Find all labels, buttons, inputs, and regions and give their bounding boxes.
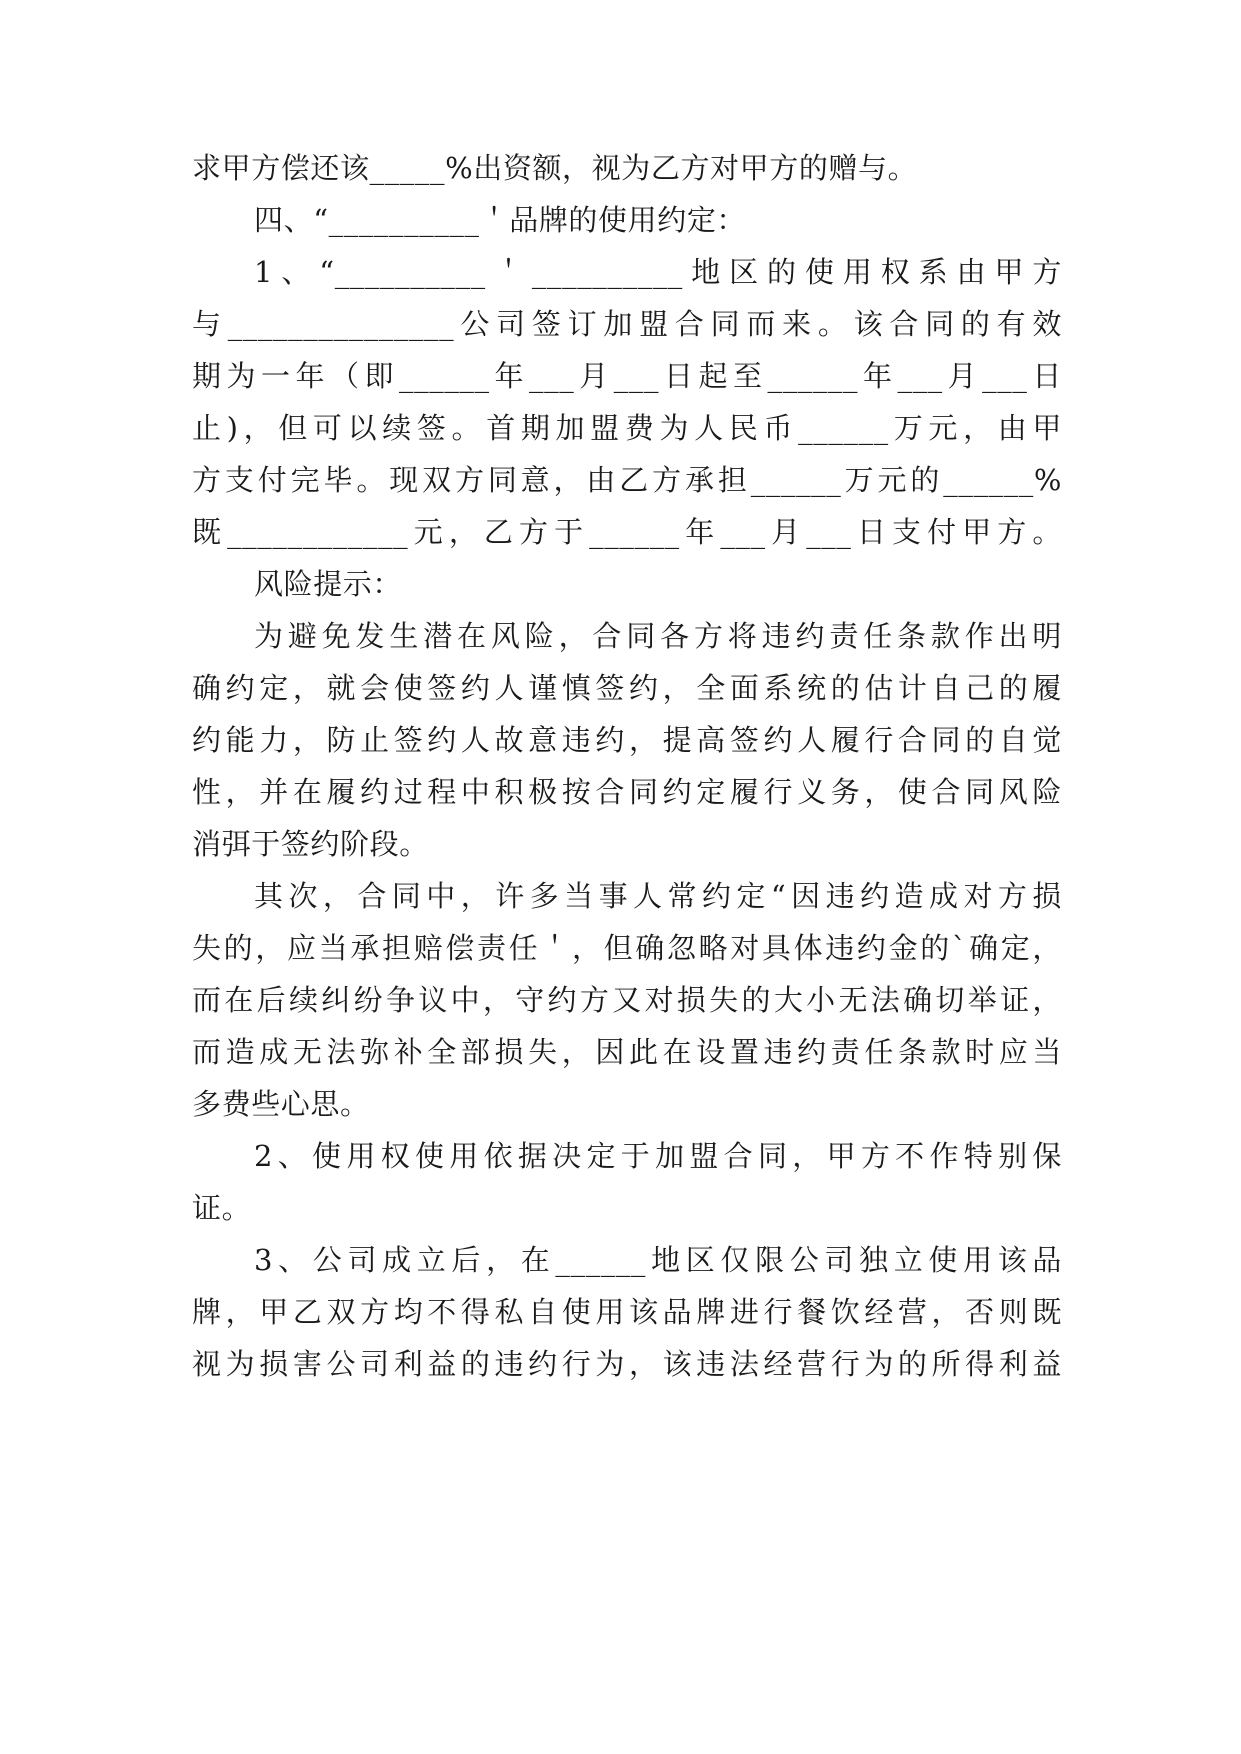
paragraph-line-1: 求甲方偿还该_____%出资额，视为乙方对甲方的赠与。 (192, 151, 918, 185)
clause-2-line-2: 证。 (192, 1191, 252, 1225)
clause-1-line-4: 止)，但可以续签。首期加盟费为人民币______万元，由甲 (192, 411, 1062, 445)
risk-line-5: 消弭于签约阶段。 (192, 827, 429, 861)
clause-3-line-1: 3、公司成立后，在______地区仅限公司独立使用该品 (254, 1243, 1062, 1277)
clause-2-line-1: 2、使用权使用依据决定于加盟合同，甲方不作特别保 (254, 1139, 1062, 1173)
risk-line-1: 为避免发生潜在风险，合同各方将违约责任条款作出明 (254, 619, 1062, 653)
risk-line-2: 确约定，就会使签约人谨慎签约，全面系统的估计自己的履 (192, 671, 1062, 705)
risk-line-3: 约能力，防止签约人故意违约，提高签约人履行合同的自觉 (192, 723, 1062, 757)
clause-1-line-6: 既____________元，乙方于______年___月___日支付甲方。 (192, 515, 1062, 549)
risk-heading: 风险提示： (254, 567, 403, 601)
section-heading-four: 四、“__________＇品牌的使用约定： (254, 203, 747, 237)
clause-1-line-2: 与_______________公司签订加盟合同而来。该合同的有效 (192, 307, 1062, 341)
document-page (192, 0, 1062, 1754)
clause-3-line-3: 视为损害公司利益的违约行为，该违法经营行为的所得利益 (192, 1347, 1062, 1381)
second-para-line-5: 多费些心思。 (192, 1087, 370, 1121)
clause-1-line-5: 方支付完毕。现双方同意，由乙方承担______万元的______% (192, 463, 1062, 497)
risk-line-4: 性，并在履约过程中积极按合同约定履行义务，使合同风险 (192, 775, 1062, 809)
clause-1-line-1: 1、“__________＇__________地区的使用权系由甲方 (254, 255, 1062, 289)
clause-1-line-3: 期为一年（即______年___月___日起至______年___月___日 (192, 359, 1062, 393)
second-para-line-3: 而在后续纠纷争议中，守约方又对损失的大小无法确切举证， (192, 983, 1062, 1017)
second-para-line-2: 失的，应当承担赔偿责任＇，但确忽略对具体违约金的`确定， (192, 931, 1062, 965)
second-para-line-4: 而造成无法弥补全部损失，因此在设置违约责任条款时应当 (192, 1035, 1062, 1069)
clause-3-line-2: 牌，甲乙双方均不得私自使用该品牌进行餐饮经营，否则既 (192, 1295, 1062, 1329)
second-para-line-1: 其次，合同中，许多当事人常约定“因违约造成对方损 (254, 879, 1062, 913)
